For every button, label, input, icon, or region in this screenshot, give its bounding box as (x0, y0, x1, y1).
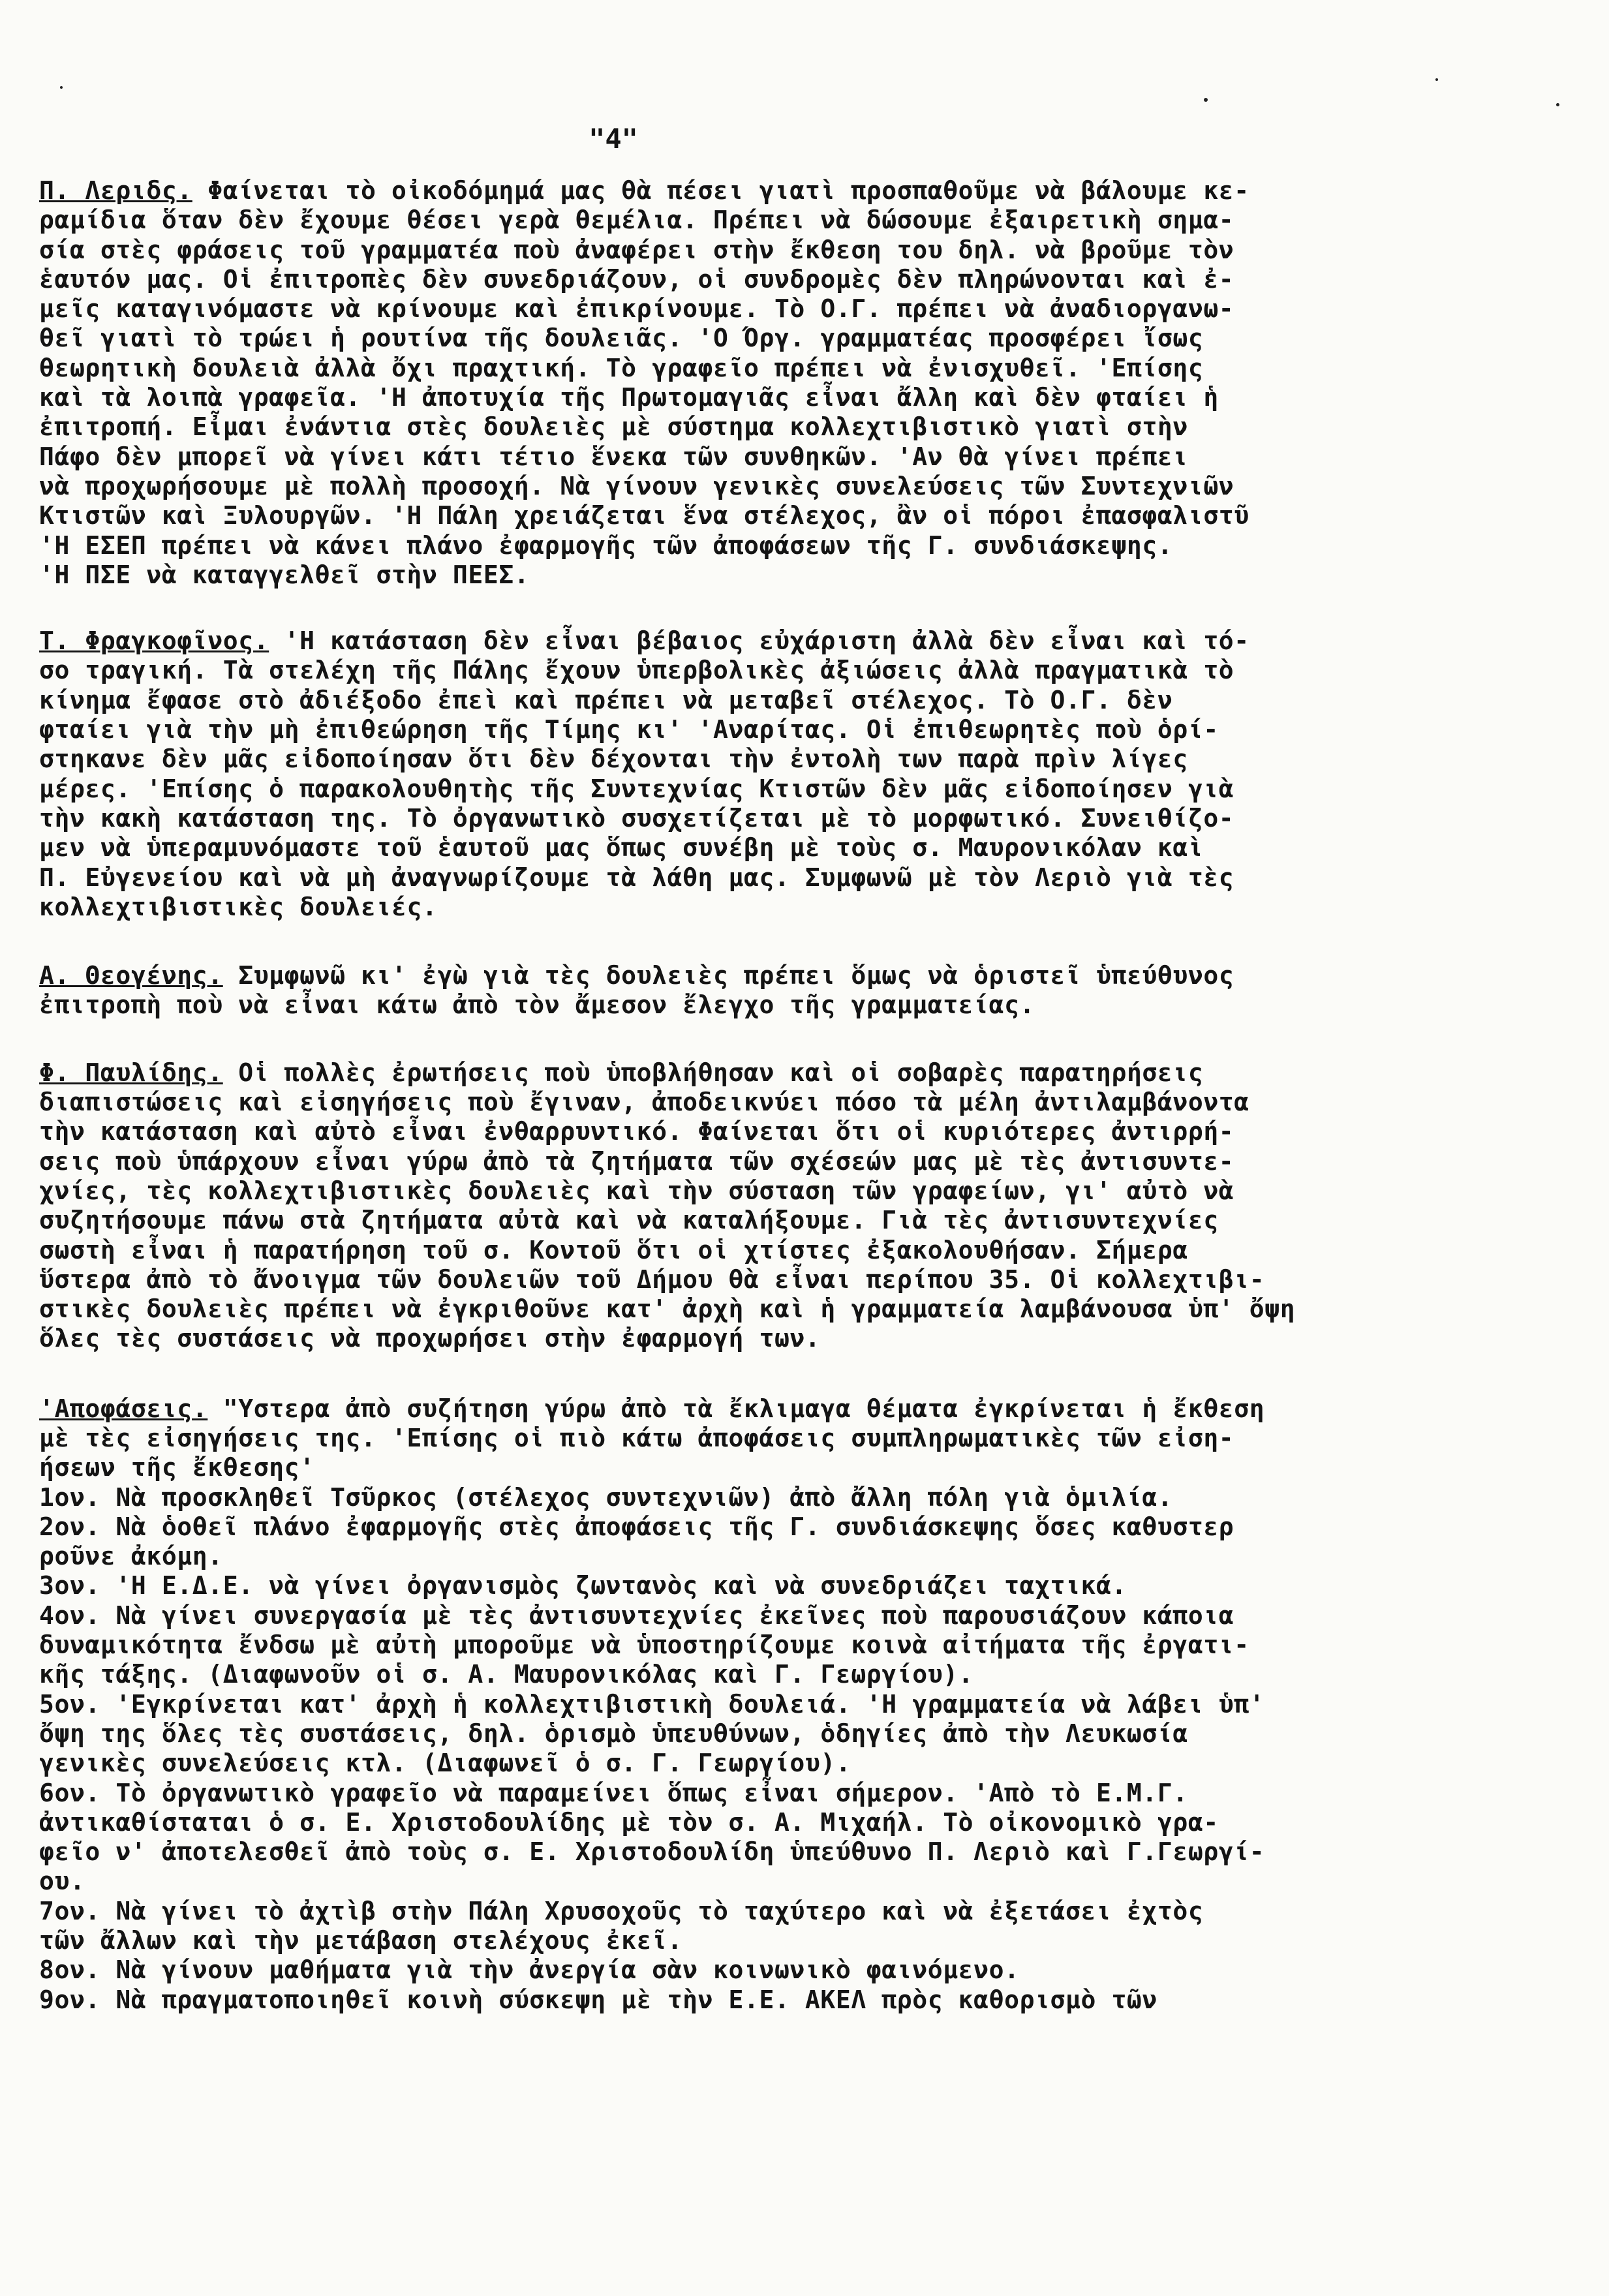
decision-item: 3ον. 'Η Ε.Δ.Ε. νὰ γίνει ὀργανισμὸς ζωντανὸς καὶ νὰ συνεδριάζει ταχτικά. (39, 1571, 1127, 1600)
decision-item: 1ον. Νὰ προσκληθεῖ Τσῦρκος (στέλεχος συντεχνιῶν) ἀπὸ ἄλλη πόλη γιὰ ὁμιλία. (39, 1482, 1173, 1512)
text-line: γενικὲς συνελεύσεις κτλ. (Διαφωνεῖ ὁ σ. Γ. Γεωργίου). (39, 1749, 851, 1778)
text-line (39, 961, 1559, 990)
text-line (39, 176, 1559, 206)
paragraph-theogenis (39, 961, 1559, 1020)
decision-item: 2ον. Νὰ ὁοθεῖ πλάνο ἐφαρμογῆς στὲς ἀποφάσεις τῆς Γ. συνδιάσκεψης ὅσες καθυστερ (39, 1512, 1234, 1541)
decision-item: 6ον. Τὸ ὀργανωτικὸ γραφεῖο νὰ παραμείνει ὅπως εἶναι σήμερον. 'Απὸ τὸ Ε.Μ.Γ. (39, 1778, 1188, 1807)
text-line: καὶ τὰ λοιπὰ γραφεῖα. 'Η ἀποτυχία τῆς Πρωτομαγιᾶς εἶναι ἄλλη καὶ δὲν φταίει ἡ (39, 383, 1219, 412)
text-line: μεν νὰ ὑπεραμυνόμαστε τοῦ ἑαυτοῦ μας ὅπως συνέβη μὲ τοὺς σ. Μαυρονικόλαν καὶ (39, 833, 1204, 863)
paragraph-spacer (39, 922, 1559, 961)
scan-speck (1435, 78, 1438, 81)
text-line-content: Οἱ πολλὲς ἐρωτήσεις ποὺ ὑποβλήθησαν καὶ οἱ σοβαρὲς παρατηρήσεις (222, 1058, 1204, 1087)
text-line: ροῦνε ἀκόμη. (39, 1542, 223, 1571)
speaker-name: Τ. Φραγκοφῖνος. (39, 626, 269, 656)
text-line-content: Φαίνεται τὸ οἰκοδόμημά μας θὰ πέσει γιατὶ προσπαθοῦμε νὰ βάλουμε κε- (192, 176, 1249, 205)
text-line: μὲ τὲς εἰσηγήσεις της. 'Επίσης οἱ πιὸ κάτω ἀποφάσεις συμπληρωματικὲς τῶν εἰση- (39, 1423, 1234, 1452)
text-line-content: Συμφωνῶ κι' ἐγὼ γιὰ τὲς δουλειὲς πρέπει ὅμως νὰ ὁριστεῖ ὑπεύθυνος (222, 961, 1234, 990)
text-line: χνίες, τὲς κολλεχτιβιστικὲς δουλειὲς καὶ τὴν σύσταση τῶν γραφείων, γι' αὐτὸ νὰ (39, 1176, 1234, 1205)
text-line: ἑαυτόν μας. Οἱ ἐπιτροπὲς δὲν συνεδριάζουν, οἱ συνδρομὲς δὲν πληρώνονται καὶ ἐ- (39, 264, 1234, 294)
speaker-name: Φ. Παυλίδης. (39, 1058, 223, 1087)
speaker-name: Α. Θεογένης. (39, 961, 223, 990)
text-line: σία στὲς φράσεις τοῦ γραμματέα ποὺ ἀναφέρει στὴν ἔκθεση του δηλ. νὰ βροῦμε τὸν (39, 235, 1234, 264)
text-line: κῆς τάξης. (Διαφωνοῦν οἱ σ. Α. Μαυρονικόλας καὶ Γ. Γεωργίου). (39, 1660, 974, 1689)
text-line: ὅλες τὲς συστάσεις νὰ προχωρήσει στὴν ἐφαρμογή των. (39, 1324, 821, 1353)
text-line: μέρες. 'Επίσης ὁ παρακολουθητὴς τῆς Συντεχνίας Κτιστῶν δὲν μᾶς εἰδοποίησεν γιὰ (39, 774, 1234, 803)
paragraph-spacer (39, 1354, 1559, 1394)
speaker-name: Π. Λεριδς. (39, 176, 192, 205)
text-line: σεις ποὺ ὑπάρχουν εἶναι γύρω ἀπὸ τὰ ζητήματα τῶν σχέσεών μας μὲ τὲς ἀντισυντε- (39, 1146, 1234, 1176)
text-line: ἀντικαθίσταται ὁ σ. Ε. Χριστοδουλίδης μὲ τὸν σ. Α. Μιχαήλ. Τὸ οἰκονομικὸ γρα- (39, 1807, 1219, 1837)
text-line: ἐπιτροπὴ ποὺ νὰ εἶναι κάτω ἀπὸ τὸν ἄμεσον ἔλεγχο τῆς γραμματείας. (39, 990, 1035, 1020)
text-line: νὰ προχωρήσουμε μὲ πολλὴ προσοχή. Νὰ γίνουν γενικὲς συνελεύσεις τῶν Συντεχνιῶν (39, 471, 1234, 500)
text-line: μεῖς καταγινόμαστε νὰ κρίνουμε καὶ ἐπικρίνουμε. Τὸ Ο.Γ. πρέπει νὰ ἀναδιοργανω- (39, 294, 1234, 324)
text-line-content: 'Η κατάσταση δὲν εἶναι βέβαιος εὐχάριστη ἀλλὰ δὲν εἶναι καὶ τό- (269, 626, 1249, 656)
text-line: τῶν ἄλλων καὶ τὴν μετάβαση στελέχους ἐκεῖ. (39, 1926, 683, 1955)
text-line: στικὲς δουλειὲς πρέπει νὰ ἐγκριθοῦνε κατ' ἀρχὴ καὶ ἡ γραμματεία λαμβάνουσα ὑπ' ὄψη (39, 1294, 1296, 1324)
text-line: φταίει γιὰ τὴν μὴ ἐπιθεώρηση τῆς Τίμης κι' 'Αναρίτας. Οἱ ἐπιθεωρητὲς ποὺ ὁρί- (39, 715, 1219, 744)
paragraph-decisions (39, 1394, 1559, 2015)
text-line: ου. (39, 1867, 85, 1896)
paragraph-spacer (39, 1020, 1559, 1058)
text-line: δυναμικότητα ἔνδσω μὲ αὐτὴ μποροῦμε νὰ ὑποστηρίζουμε κοινὰ αἰτήματα τῆς ἐργατι- (39, 1630, 1249, 1660)
text-line: διαπιστώσεις καὶ εἰσηγήσεις ποὺ ἔγιναν, ἀποδεικνύει πόσο τὰ μέλη ἀντιλαμβάνοντα (39, 1088, 1249, 1117)
paragraph-leridis (39, 176, 1559, 590)
text-line: τὴν κακὴ κατάσταση της. Τὸ ὀργανωτικὸ συσχετίζεται μὲ τὸ μορφωτικό. Συνειθίζο- (39, 803, 1234, 833)
text-line: συζητήσουμε πάνω στὰ ζητήματα αὐτὰ καὶ νὰ καταλήξουμε. Γιὰ τὲς ἀντισυντεχνίες (39, 1206, 1219, 1235)
page-number: "4" (589, 123, 638, 155)
scan-speck (1204, 98, 1208, 102)
paragraph-spacer (39, 590, 1559, 626)
decision-item: 4ον. Νὰ γίνει συνεργασία μὲ τὲς ἀντισυντεχνίες ἐκεῖνες ποὺ παρουσιάζουν κάποια (39, 1600, 1234, 1630)
paragraph-pavlidis (39, 1058, 1559, 1354)
text-line: Κτιστῶν καὶ Ξυλουργῶν. 'Η Πάλη χρειάζεται ἕνα στέλεχος, ἂν οἱ πόροι ἐπασφαλιστῦ (39, 501, 1249, 530)
text-line: τὴν κατάσταση καὶ αὐτὸ εἶναι ἐνθαρρυντικό. Φαίνεται ὅτι οἱ κυριότερες ἀντιρρή- (39, 1117, 1234, 1146)
text-line: σο τραγική. Τὰ στελέχη τῆς Πάλης ἔχουν ὑπερβολικὲς ἀξιώσεις ἀλλὰ πραγματικὰ τὸ (39, 656, 1234, 685)
text-line: ὕστερα ἀπὸ τὸ ἄνοιγμα τῶν δουλειῶν τοῦ Δήμου θὰ εἶναι περίπου 35. Οἱ κολλεχτιβι- (39, 1264, 1265, 1294)
document-body (39, 176, 1559, 2015)
text-line: Π. Εὐγενείου καὶ νὰ μὴ ἀναγνωρίζουμε τὰ λάθη μας. Συμφωνῶ μὲ τὸν Λεριὸ γιὰ τὲς (39, 863, 1234, 892)
decision-item: 7ον. Νὰ γίνει τὸ ἀχτὶβ στὴν Πάλη Χρυσοχοῦς τὸ ταχύτερο καὶ νὰ ἐξετάσει ἐχτὸς (39, 1896, 1204, 1925)
decision-item: 9ον. Νὰ πραγματοποιηθεῖ κοινὴ σύσκεψη μὲ τὴν Ε.Ε. ΑΚΕΛ πρὸς καθορισμὸ τῶν (39, 1985, 1157, 2014)
text-line (39, 1058, 1559, 1088)
text-line: κολλεχτιβιστικὲς δουλειές. (39, 892, 438, 921)
text-line: θεωρητικὴ δουλειὰ ἀλλὰ ὄχι πραχτική. Τὸ γραφεῖο πρέπει νὰ ἐνισχυθεῖ. 'Επίσης (39, 353, 1204, 382)
scan-speck (60, 86, 63, 89)
text-line: Πάφο δὲν μπορεῖ νὰ γίνει κάτι τέτιο ἕνεκα τῶν συνθηκῶν. 'Αν θὰ γίνει πρέπει (39, 442, 1188, 471)
text-line-content: "Υστερα ἀπὸ συζήτηση γύρω ἀπὸ τὰ ἔκλιμαγα θέματα ἐγκρίνεται ἡ ἔκθεση (207, 1394, 1265, 1423)
text-line: 'Η ΠΣΕ νὰ καταγγελθεῖ στὴν ΠΕΕΣ. (39, 560, 530, 589)
text-line: φεῖο ν' ἀποτελεσθεῖ ἀπὸ τοὺς σ. Ε. Χριστοδουλίδη ὑπεύθυνο Π. Λεριὸ καὶ Γ.Γεωργί- (39, 1837, 1265, 1867)
text-line: 'Η ΕΣΕΠ πρέπει νὰ κάνει πλάνο ἐφαρμογῆς τῶν ἀποφάσεων τῆς Γ. συνδιάσκεψης. (39, 530, 1173, 560)
decision-item: 8ον. Νὰ γίνουν μαθήματα γιὰ τὴν ἀνεργία σὰν κοινωνικὸ φαινόμενο. (39, 1955, 1020, 1985)
text-line: ήσεων τῆς ἔκθεσης' (39, 1453, 315, 1482)
text-line: θεῖ γιατὶ τὸ τρώει ἡ ρουτίνα τῆς δουλειᾶς. 'Ο Όργ. γραμματέας προσφέρει ἴσως (39, 324, 1204, 353)
text-line (39, 626, 1559, 656)
text-line: ὄψη της ὅλες τὲς συστάσεις, δηλ. ὁρισμὸ ὑπευθύνων, ὁδηγίες ἀπὸ τὴν Λευκωσία (39, 1719, 1188, 1748)
text-line: ἐπιτροπή. Εἶμαι ἐνάντια στὲς δουλειὲς μὲ σύστημα κολλεχτιβιστικὸ γιατὶ στὴν (39, 412, 1188, 442)
decision-item: 5ον. 'Εγκρίνεται κατ' ἀρχὴ ἡ κολλεχτιβιστικὴ δουλειά. 'Η γραμματεία νὰ λάβει ὑπ' (39, 1689, 1265, 1719)
paragraph-fragkofinos (39, 626, 1559, 922)
text-line (39, 1394, 1559, 1424)
text-line: κίνημα ἔφασε στὸ ἀδιέξοδο ἐπεὶ καὶ πρέπει νὰ μεταβεῖ στέλεχος. Τὸ Ο.Γ. δὲν (39, 685, 1173, 714)
section-heading: 'Αποφάσεις. (39, 1394, 208, 1423)
text-line: σωστὴ εἶναι ἡ παρατήρηση τοῦ σ. Κοντοῦ ὅτι οἱ χτίστες ἐξακολουθήσαν. Σήμερα (39, 1235, 1188, 1264)
text-line: ραμίδια ὅταν δὲν ἔχουμε θέσει γερὰ θεμέλια. Πρέπει νὰ δώσουμε ἐξαιρετικὴ σημα- (39, 206, 1234, 235)
text-line: στηκανε δὲν μᾶς εἰδοποίησαν ὅτι δὲν δέχονται τὴν ἐντολὴ των παρὰ πρὶν λίγες (39, 744, 1188, 774)
scan-speck (1556, 103, 1559, 106)
